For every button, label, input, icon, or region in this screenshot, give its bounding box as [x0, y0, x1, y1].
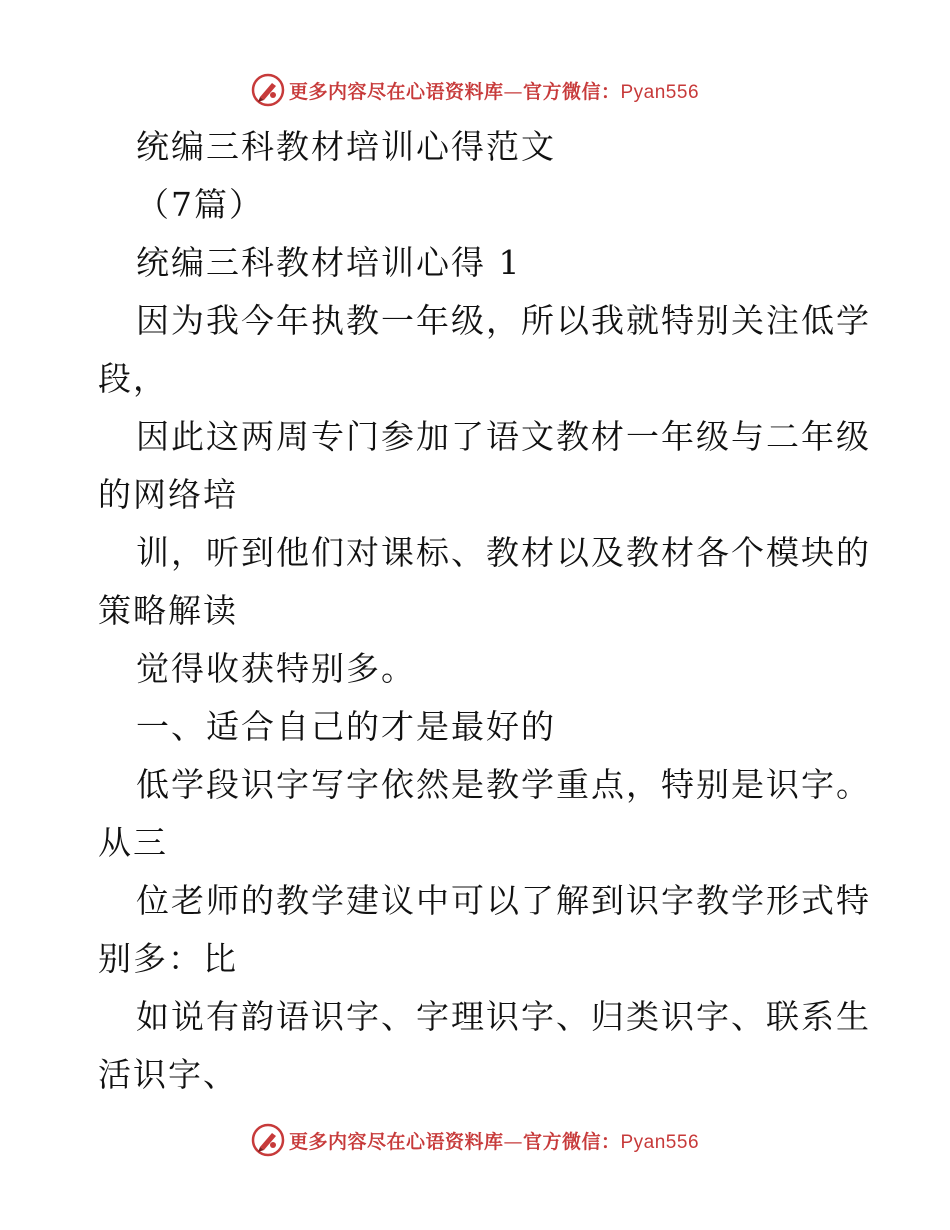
paragraph-line: 段， [98, 359, 168, 398]
paragraph-line: 觉得收获特别多。 [136, 649, 416, 688]
header-wechat-id: Pyan556 [620, 81, 700, 103]
paragraph-line: 的网络培 [98, 475, 238, 514]
header-banner [0, 70, 950, 110]
paragraph-line: 策略解读 [98, 591, 238, 630]
header-dash: — [503, 80, 523, 103]
header-banner-text [289, 77, 699, 104]
footer-banner-text [289, 1127, 699, 1154]
document-body [98, 118, 871, 1104]
paragraph-line: 低学段识字写字依然是教学重点，特别是识字。 [136, 765, 871, 804]
section-heading: 统编三科教材培训心得 1 [136, 243, 522, 282]
footer-promo-text: 更多内容尽在心语资料库 [288, 1130, 504, 1153]
header-promo-text: 更多内容尽在心语资料库 [288, 80, 504, 103]
paragraph-line: 从三 [98, 823, 168, 862]
paragraph-line: 训，听到他们对课标、教材以及教材各个模块的 [136, 533, 871, 572]
footer-banner [0, 1120, 950, 1160]
paragraph-line: 因为我今年执教一年级，所以我就特别关注低学 [136, 301, 871, 340]
footer-wechat-id: Pyan556 [620, 1131, 700, 1153]
paragraph-line: 别多：比 [98, 939, 238, 978]
paragraph-line: 位老师的教学建议中可以了解到识字教学形式特 [136, 881, 871, 920]
pen-logo-icon [251, 73, 285, 107]
footer-dash: — [503, 1130, 523, 1153]
pen-logo-icon [251, 1123, 285, 1157]
paragraph-line: 如说有韵语识字、字理识字、归类识字、联系生 [136, 997, 871, 1036]
subsection-heading: 一、适合自己的才是最好的 [136, 707, 556, 746]
doc-subtitle: （7篇） [136, 185, 264, 224]
paragraph-line: 活识字、 [98, 1055, 238, 1094]
footer-wechat-label: 官方微信： [522, 1130, 621, 1153]
paragraph-line: 因此这两周专门参加了语文教材一年级与二年级 [136, 417, 871, 456]
doc-title: 统编三科教材培训心得范文 [136, 127, 556, 166]
header-wechat-label: 官方微信： [522, 80, 621, 103]
